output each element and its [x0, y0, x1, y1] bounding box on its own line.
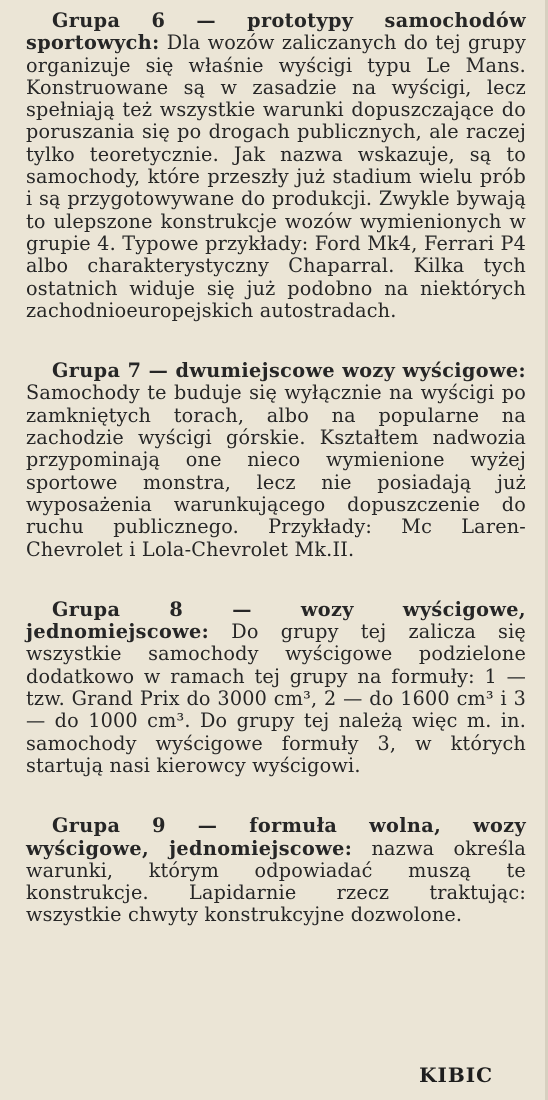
paragraph-heading: Grupa 6 — prototypy samochodów sportowych: [26, 9, 526, 55]
paragraph-group-8 [26, 599, 526, 777]
paragraph-text: Do grupy tej zalicza się wszystkie samochody wyścigowe podzielone dodatkowo w ramach tej grupy na formuły: 1 — tzw. Grand Prix do 3000 cm³, 2 — do 1600 cm³ i 3 — do 1000 cm³. Do grupy tej należą więc m. in. samochody wyścigowe formuły 3, w których startują nasi kierowcy wyścigowi. [26, 620, 526, 777]
paragraph-group-9 [26, 815, 526, 926]
paragraph-group-6 [26, 10, 526, 322]
author-signature: KIBIC [419, 1063, 493, 1087]
paragraph-text: nazwa określa warunki, którym odpowiadać muszą te konstrukcje. Lapidarnie rzecz traktując: wszystkie chwyty konstrukcyjne dozwolone. [26, 836, 526, 927]
paragraph-text: Dla wozów zaliczanych do tej grupy organizuje się właśnie wyścigi typu Le Mans. Konstruowane są w zasadzie na wyścigi, lecz spełniają też wszystkie warunki dopuszczające do poruszania się po drogach publicznych, ale raczej tylko teoretycznie. Jak nazwa wskazuje, są to samochody, które przeszły już stadium wielu prób i są przygotowywane do produkcji. Zwykle bywają to ulepszone konstrukcje wozów wymienionych w grupie 4. Typowe przykłady: Ford Mk4, Ferrari P4 albo charakterystyczny Chaparral. Kilka tych ostatnich widuje się już podobno na niektórych zachodnioeuropejskich autostradach. [26, 31, 526, 322]
paragraph-text: Samochody te buduje się wyłącznie na wyścigi po zamkniętych torach, albo na popularne na zachodzie wyścigi górskie. Kształtem nadwozia przypominają one nieco wymienione wyżej sportowe monstra, lecz nie posiadają już wyposażenia warunkującego dopuszczenie do ruchu publicznego. Przykłady: Mc Laren-Chevrolet i Lola-Chevrolet Mk.II. [26, 381, 526, 561]
paragraph-heading: Grupa 9 — formuła wolna, wozy wyścigowe, jednomiejscowe: [26, 814, 526, 860]
article-body [26, 10, 526, 927]
paragraph-group-7 [26, 360, 526, 561]
paragraph-heading: Grupa 8 — wozy wyścigowe, jednomiejscowe: [26, 597, 526, 644]
paragraph-heading: Grupa 7 — dwumiejscowe wozy wyścigowe: [52, 359, 526, 383]
